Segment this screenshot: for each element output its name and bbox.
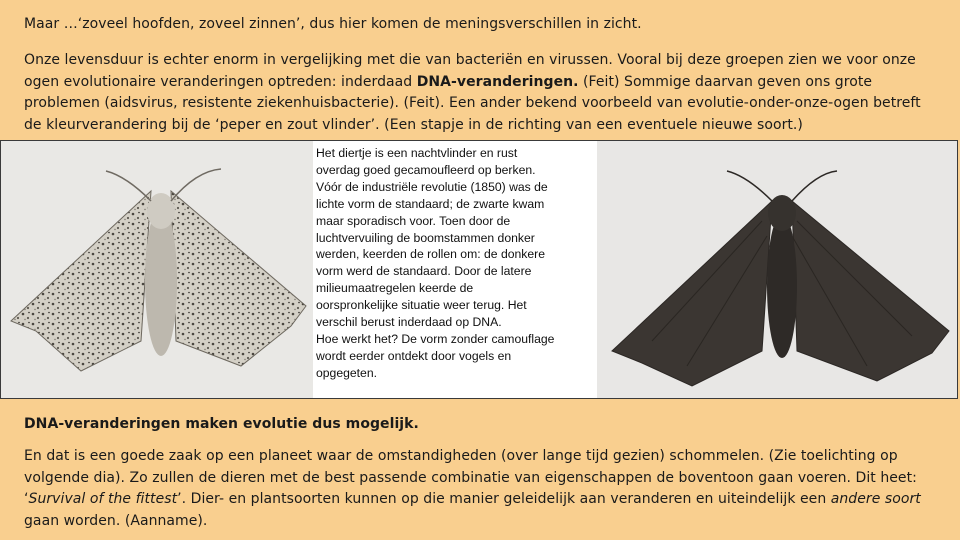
caption-line: Het diertje is een nachtvlinder en rust <box>316 146 518 160</box>
intro-text: Maar …‘zoveel hoofden, zoveel zinnen’, dus hier komen de meningsverschillen in zicht. <box>24 16 642 32</box>
light-moth-photo <box>1 141 313 398</box>
caption-line: overdag goed gecamoufleerd op berken. <box>316 162 536 177</box>
caption-line: werden, keerden de rollen om: de donkere <box>316 247 545 262</box>
bacteria-text-part1: Onze levensduur is echter enorm in vergelijking met die van bacteriën en virussen. Vooral bij deze groepen zien we voor onze ogen evolutionaire veranderingen optreden: inderdaad <box>24 52 916 90</box>
bacteria-text-part2: (Feit) Sommige daarvan geven ons grote problemen (aidsvirus, resistente ziekenhuisbacterie). (Feit). Een ander bekend voorbeeld van evolutie-onder-onze-ogen betreft de kleurverandering bij de ‘peper en zout vlinder’. (Een stapje in de richting van een eventuele nieuwe soort.) <box>24 73 921 133</box>
survival-of-fittest-italic: Survival of the fittest <box>28 491 178 507</box>
survival-text-part3: gaan worden. (Aanname). <box>24 512 208 529</box>
moth-comparison-panel <box>0 140 958 399</box>
caption-line: lichte vorm de standaard; de zwarte kwam <box>316 196 545 211</box>
bacteria-paragraph <box>24 50 939 136</box>
survival-text-part2: ’. Dier- en plantsoorten kunnen op die manier geleidelijk aan veranderen en uiteindelijk een <box>177 491 831 507</box>
dna-changes-bold: DNA-veranderingen. <box>416 73 579 90</box>
caption-line: luchtvervuiling de boomstammen donker <box>316 230 535 245</box>
caption-line: opgegeten. <box>316 365 377 380</box>
caption-line: milieumaatregelen keerde de <box>316 281 474 296</box>
caption-line: vorm werd de standaard. Door de latere <box>316 264 532 279</box>
conclusion-paragraph <box>24 414 939 436</box>
intro-paragraph <box>24 14 939 36</box>
survival-text-part1: En dat is een goede zaak op een planeet waar de omstandigheden (over lange tijd gezien) schommelen. (Zie toelichting op volgende dia). Zo zullen de dieren met de best passende combinatie van eigenschappen de boventoon gaan voeren. Dit heet: ‘ <box>24 448 917 507</box>
dark-moth-photo <box>597 141 958 398</box>
conclusion-text: DNA-veranderingen maken evolutie dus mogelijk. <box>24 416 419 432</box>
caption-line: Hoe werkt het? De vorm zonder camouflage <box>316 331 555 346</box>
other-species-italic: andere soort <box>830 491 921 507</box>
caption-line: maar sporadisch voor. Toen door de <box>316 213 511 228</box>
caption-line: oorspronkelijke situatie weer terug. Het <box>316 298 527 313</box>
caption-line: Vóór de industriële revolutie (1850) was de <box>316 179 548 194</box>
survival-paragraph <box>24 446 939 532</box>
caption-line: wordt eerder ontdekt door vogels en <box>316 348 512 363</box>
moth-caption-box <box>313 141 597 398</box>
caption-line: verschil berust inderdaad op DNA. <box>316 315 502 330</box>
